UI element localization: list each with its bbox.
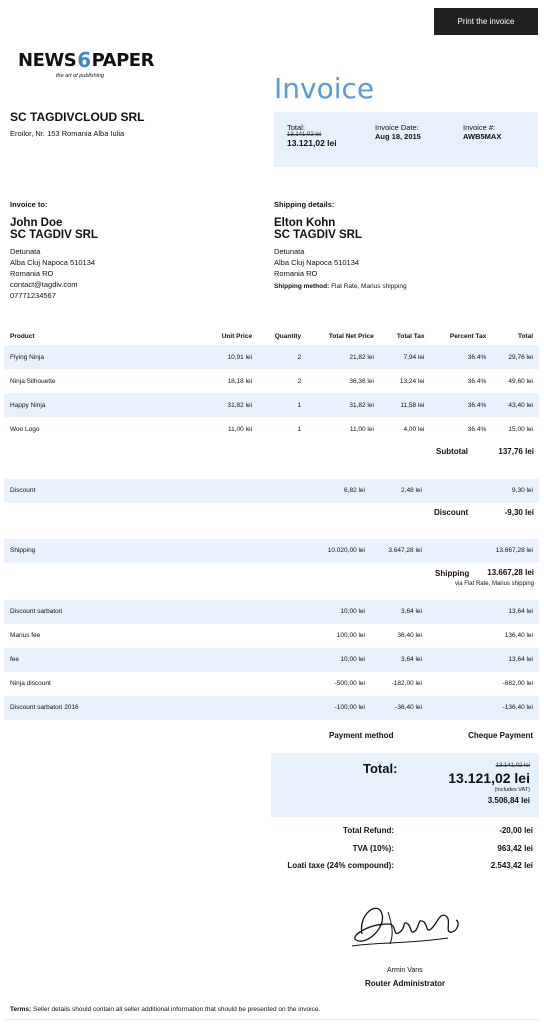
invoice-to-line: Detunata [10, 247, 41, 256]
col-product: Product [10, 332, 35, 340]
cell-total-net: 21,82 lei [307, 345, 380, 369]
cell-product: Happy Ninja [4, 393, 204, 417]
cell-quantity: 2 [297, 377, 302, 385]
discount-row-net: 6,82 lei [344, 487, 365, 494]
fee-label: Marius fee [10, 632, 41, 639]
grand-total-vat-value: 3.506,84 lei [487, 796, 530, 805]
invoice-to-heading: Invoice to: [10, 200, 48, 209]
fee-tax: 3,64 lei [401, 656, 422, 663]
logo-word-left: NEWS [18, 49, 77, 71]
fee-net: -500,00 lei [334, 680, 365, 687]
invoice-total-cell [287, 123, 337, 148]
fee-total: -682,00 lei [502, 680, 533, 687]
footer-divider [4, 1019, 539, 1020]
invoice-number-label: Invoice #: [463, 123, 496, 132]
invoice-total-label: Total: [287, 123, 305, 132]
fee-net: -100,00 lei [334, 704, 365, 711]
payment-method-value: Cheque Payment [468, 731, 533, 740]
discount-sum-label: Discount [434, 508, 469, 517]
terms-note [10, 1006, 320, 1013]
cell-quantity: 1 [258, 393, 307, 417]
line-items-table [4, 327, 539, 441]
invoice-to-company: SC TAGDIV SRL [10, 229, 98, 241]
invoice-title: Invoice [274, 72, 375, 105]
shipping-company: SC TAGDIV SRL [274, 229, 362, 241]
invoice-summary-box [274, 112, 538, 167]
grand-total-box [271, 753, 539, 817]
invoice-to-line: Alba Cluj Napoca 510134 [10, 258, 96, 267]
col-quantity: Quantity [274, 332, 302, 340]
invoice-total-old: 13.141,02 lei [287, 132, 322, 138]
fee-tax: -36,40 lei [395, 704, 422, 711]
fee-total: 13,64 lei [508, 608, 533, 615]
newspaper-logo [18, 48, 154, 79]
signer-role: Router Administrator [365, 979, 446, 988]
invoice-to-name: John Doe [10, 217, 63, 229]
fee-label: Discount sarbatori [10, 608, 63, 615]
cell-quantity: 2 [258, 345, 307, 369]
cell-total-net: 11,00 lei [349, 425, 374, 433]
invoice-to-section [10, 200, 98, 301]
discount-row [4, 479, 539, 503]
grand-total-old: 13.141,02 lei [495, 763, 530, 769]
fee-total: 13,64 lei [508, 656, 533, 663]
cell-product: Woo Logo [10, 425, 40, 433]
col-total: Total [517, 332, 533, 340]
invoice-to-phone: 07771234567 [10, 291, 56, 300]
fee-tax: 3,64 lei [401, 608, 422, 615]
shipping-line: Detunata [274, 247, 305, 256]
discount-row-tax: 2,48 lei [401, 487, 422, 494]
signature-image [348, 894, 464, 958]
tva-value: 963,42 lei [497, 844, 533, 853]
col-unit-price: Unit Price [221, 332, 253, 340]
cell-total: 49,60 lei [508, 377, 533, 385]
cell-total: 29,76 lei [492, 345, 539, 369]
fee-label: fee [10, 656, 20, 663]
fee-net: 100,00 lei [336, 632, 365, 639]
shipping-line: Romania RO [274, 269, 318, 278]
cell-total-net: 31,82 lei [307, 393, 380, 417]
seller-company-name: SC TAGDIVCLOUD SRL [10, 110, 145, 124]
cell-percent-tax: 36.4% [467, 425, 487, 433]
refund-value: -20,00 lei [499, 826, 533, 835]
cell-percent-tax: 36.4% [430, 393, 492, 417]
grand-total-new: 13.121,02 lei [448, 770, 530, 786]
cell-total: 15,00 lei [508, 425, 533, 433]
loati-tax-value: 2.543,42 lei [490, 861, 533, 870]
col-total-net: Total Net Price [328, 332, 374, 340]
grand-total-label: Total: [363, 761, 398, 776]
tva-label: TVA (10%): [352, 844, 394, 853]
fee-row-bg [4, 648, 539, 672]
shipping-sum-value: 13.667,28 lei [487, 568, 534, 577]
subtotal-value: 137,76 lei [498, 447, 534, 456]
payment-method-label: Payment method [329, 731, 394, 740]
table-row [4, 417, 539, 441]
fee-row-bg [4, 696, 539, 720]
print-invoice-button[interactable]: Print the invoice [434, 8, 538, 35]
shipping-method-label: Shipping method: [274, 283, 330, 290]
shipping-method-value: Flat Rate, Marius shipping [331, 283, 407, 290]
shipping-row-total: 13.667,28 lei [495, 547, 533, 554]
fee-label: Ninja discount [10, 680, 51, 687]
shipping-name: Elton Kohn [274, 217, 336, 229]
seller-company-address: Eroilor, Nr. 153 Romania Alba Iulia [10, 129, 125, 138]
terms-label: Terms: [10, 1006, 32, 1013]
cell-total-tax: 4,00 lei [403, 425, 425, 433]
refund-label: Total Refund: [343, 826, 394, 835]
invoice-date-value: Aug 18, 2015 [375, 132, 421, 141]
cell-quantity: 1 [297, 425, 302, 433]
logo-word-right: PAPER [91, 49, 154, 71]
fee-tax: -182,00 lei [391, 680, 422, 687]
signer-name: Armin Vans [387, 967, 423, 974]
cell-unit-price: 18,18 lei [227, 377, 253, 385]
shipping-line: Alba Cluj Napoca 510134 [274, 258, 360, 267]
table-row [4, 393, 539, 417]
terms-text: Seller details should contain all seller additional information that should be presented on the invoice. [33, 1006, 321, 1013]
logo-six: 6 [77, 48, 91, 72]
cell-product: Ninja Silhouette [10, 377, 56, 385]
cell-total-tax: 7,94 lei [380, 345, 431, 369]
shipping-method [274, 283, 407, 290]
discount-sum-value: -9,30 lei [504, 508, 534, 517]
cell-unit-price: 11,00 lei [227, 425, 253, 433]
fee-total: 136,40 lei [504, 632, 533, 639]
cell-product: Flying Ninja [4, 345, 204, 369]
table-header-row [4, 327, 539, 345]
logo-tagline: the art of publishing [56, 73, 105, 79]
fee-net: 10,00 lei [340, 656, 365, 663]
shipping-row [4, 539, 539, 563]
shipping-details-section [274, 200, 407, 290]
cell-total-net: 36,36 lei [349, 377, 374, 385]
cell-total: 43,40 lei [492, 393, 539, 417]
shipping-details-heading: Shipping details: [274, 200, 335, 209]
discount-row-total: 9,30 lei [512, 487, 533, 494]
cell-unit-price: 10,91 lei [204, 345, 258, 369]
grand-total-vat-note: (Includes VAT) [494, 787, 530, 793]
loati-tax-label: Loati taxe (24% compound): [287, 861, 394, 870]
cell-percent-tax: 36.4% [430, 345, 492, 369]
invoice-to-line: Romania RO [10, 269, 54, 278]
invoice-date-label: Invoice Date: [375, 123, 419, 132]
table-row [4, 369, 539, 393]
shipping-row-net: 10.020,00 lei [327, 547, 365, 554]
fee-net: 10,00 lei [340, 608, 365, 615]
fee-label: Discount sarbatori 2016 [10, 704, 79, 711]
invoice-number-value: AWB5MAX [463, 132, 502, 141]
shipping-row-label: Shipping [10, 547, 36, 554]
cell-total-tax: 13,24 lei [399, 377, 425, 385]
subtotal-label: Subtotal [436, 447, 468, 456]
cell-total-tax: 11,58 lei [380, 393, 431, 417]
fee-row-bg [4, 600, 539, 624]
shipping-sum-label: Shipping [435, 569, 470, 578]
invoice-to-email: contact@tagdiv.com [10, 280, 78, 289]
col-percent-tax: Percent Tax [449, 332, 487, 340]
invoice-date-cell [375, 123, 421, 141]
col-total-tax: Total Tax [396, 332, 425, 340]
table-row [4, 345, 539, 369]
discount-row-label: Discount [10, 487, 36, 494]
cell-percent-tax: 36.4% [467, 377, 487, 385]
cell-unit-price: 31,82 lei [204, 393, 258, 417]
shipping-sum-via: via Flat Rate, Marius shipping [454, 581, 534, 587]
shipping-row-tax: 3.647,28 lei [388, 547, 422, 554]
invoice-number-cell [463, 123, 501, 141]
fee-tax: 36,40 lei [397, 632, 422, 639]
invoice-total-new: 13.121,02 lei [287, 138, 337, 148]
fee-total: -136,40 lei [502, 704, 533, 711]
